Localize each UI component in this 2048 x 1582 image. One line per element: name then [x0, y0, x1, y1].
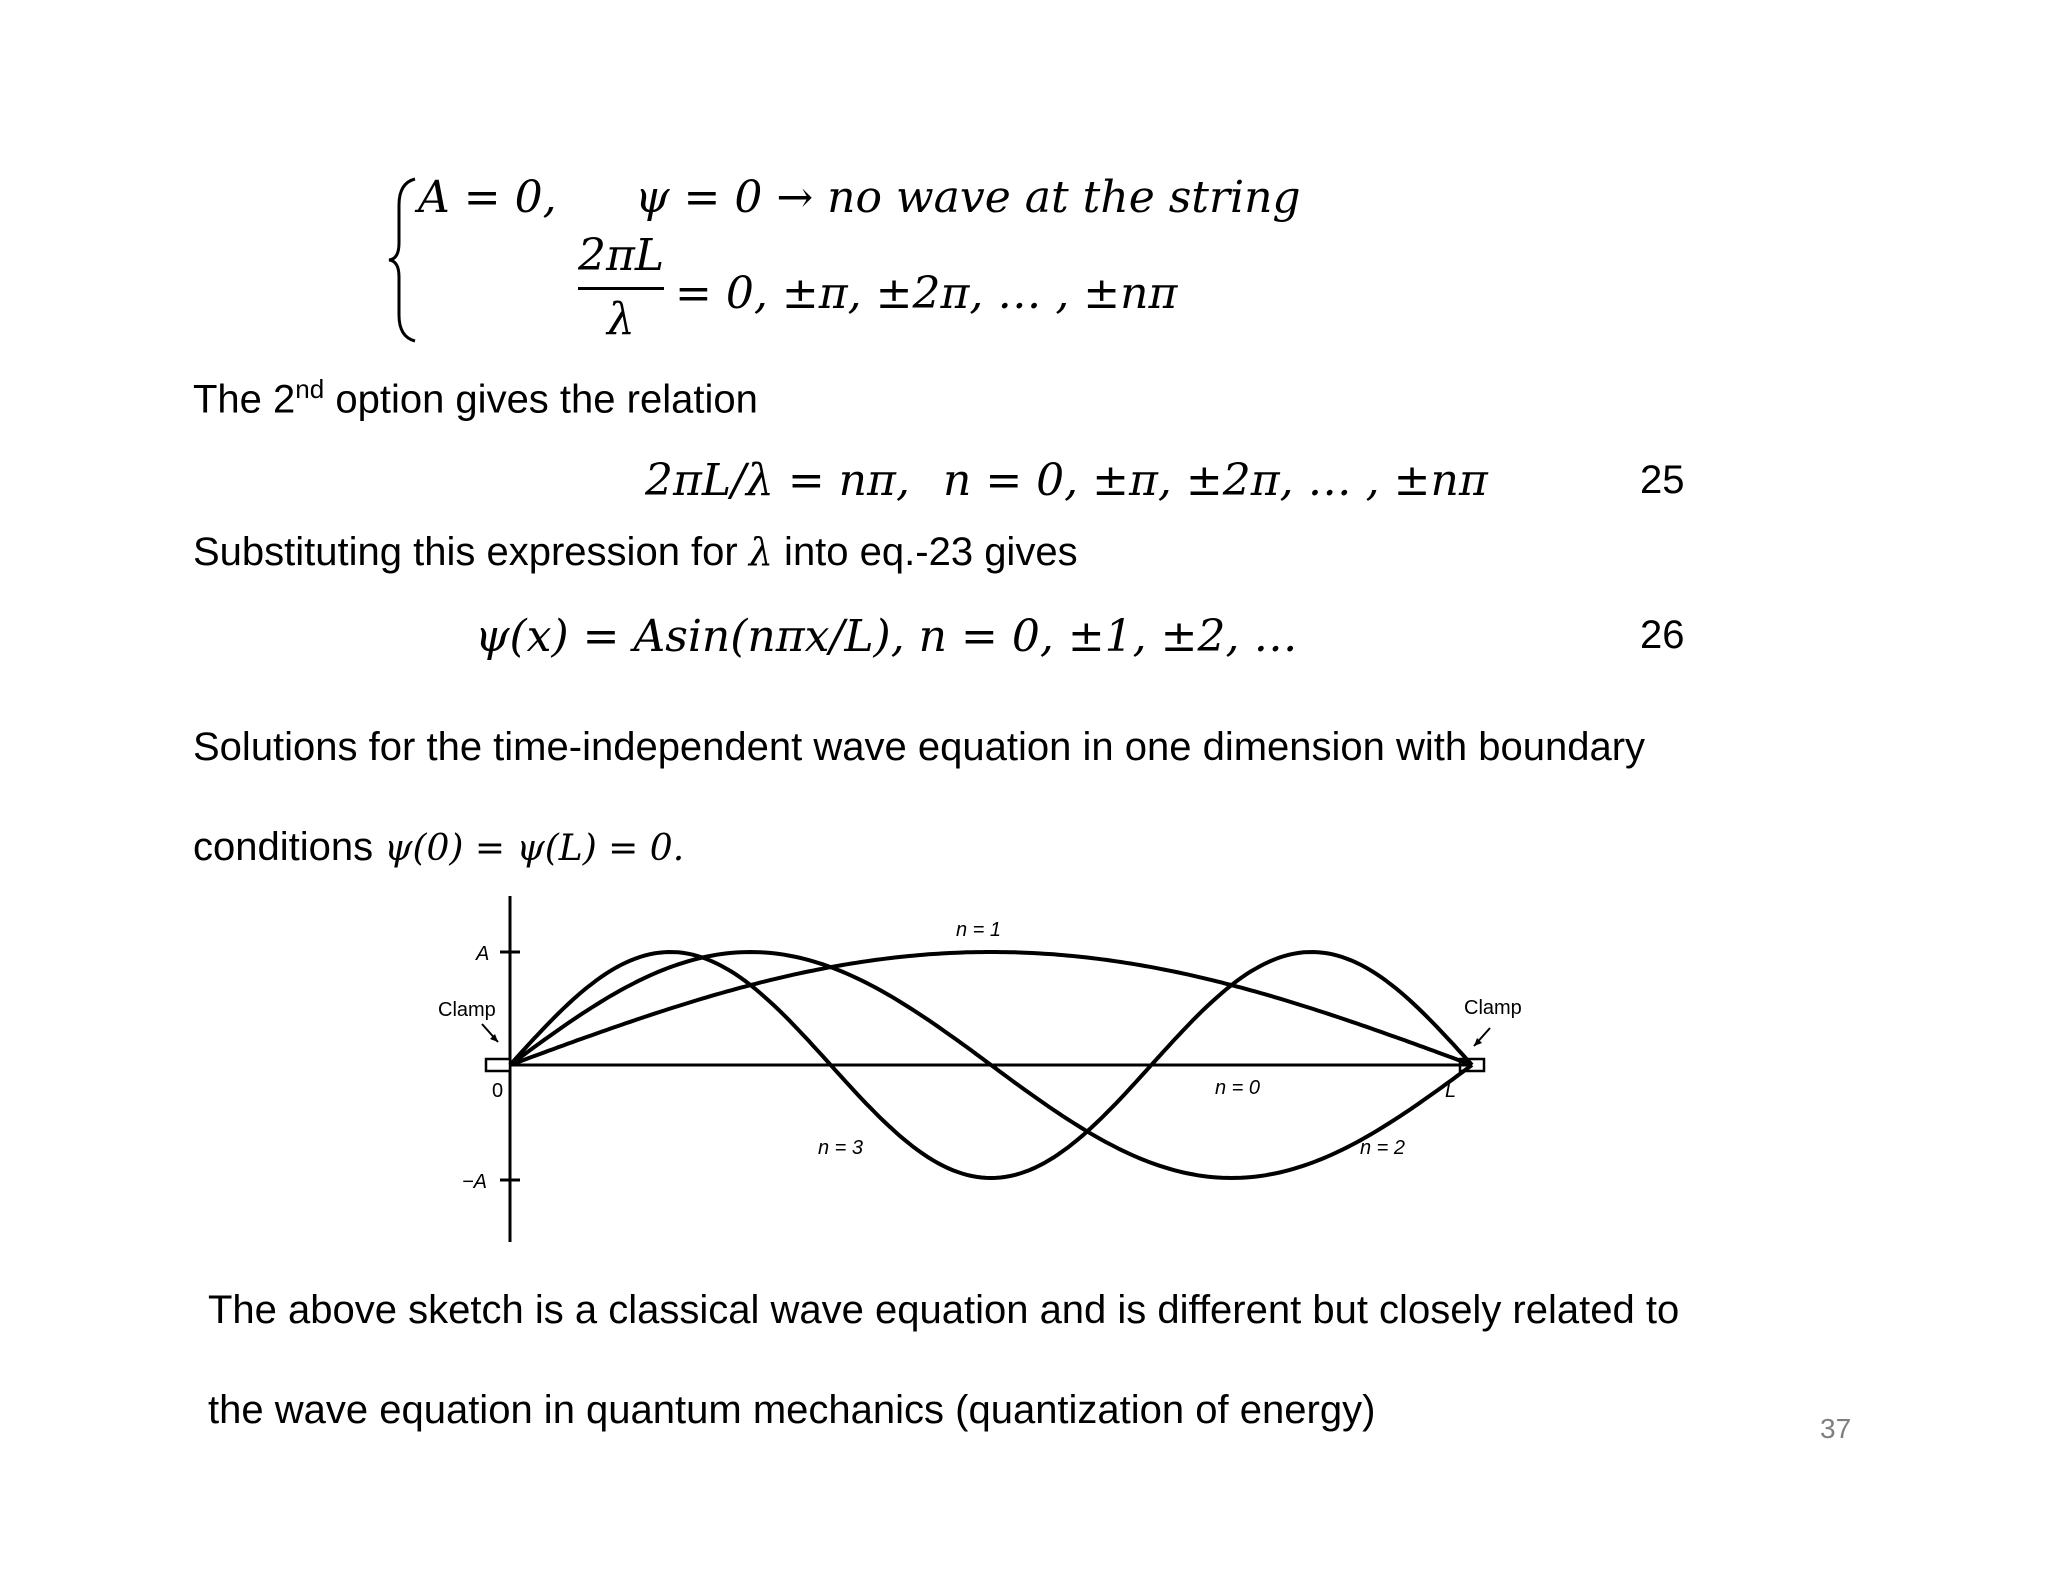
case-row1-rhs: ψ = 0 → no wave at the string: [635, 172, 1301, 223]
closing-line1: The above sketch is a classical wave equation and is different but closely related to: [208, 1288, 1680, 1332]
fraction-numerator: 2πL: [578, 230, 665, 281]
label-L: L: [1445, 1080, 1457, 1102]
label-negA: −A: [462, 1171, 488, 1193]
clamp-left-block: [486, 1059, 510, 1071]
eq25-number: 25: [1640, 458, 1685, 502]
relation-intro-pre: The 2: [193, 377, 296, 422]
substitution-pre: Substituting this expression for: [193, 530, 749, 574]
relation-intro: [193, 374, 758, 422]
fraction-2piL-over-lambda: [578, 230, 664, 345]
mode-curve-n1: [510, 952, 1472, 1065]
case-row2-rhs: = 0, ±π, ±2π, … , ±nπ: [675, 268, 1178, 319]
label-n2: n = 2: [1360, 1137, 1406, 1159]
slide-number: 37: [1820, 1413, 1852, 1444]
eq26-number: 26: [1640, 613, 1685, 657]
eq25-rhs: n = 0, ±π, ±2π, … , ±nπ: [943, 455, 1488, 506]
substitution-text: [193, 530, 1078, 575]
label-n1: n = 1: [956, 919, 1002, 941]
relation-intro-post: option gives the relation: [324, 377, 758, 422]
eq26-expression: ψ(x) = Asin(nπx/L), n = 0, ±1, ±2, …: [475, 611, 1298, 662]
eq25-lhs: 2πL/λ = nπ,: [645, 455, 910, 506]
solutions-line1: Solutions for the time-independent wave equation in one dimension with boundary: [193, 725, 1646, 769]
lambda-symbol: λ: [748, 530, 773, 574]
label-zero: 0: [492, 1080, 504, 1102]
label-clamp-right: Clamp: [1464, 997, 1522, 1019]
solutions-line2: [193, 825, 684, 870]
label-clamp-left: Clamp: [438, 999, 496, 1021]
relation-intro-sup: nd: [295, 374, 325, 404]
substitution-post: into eq.-23 gives: [772, 530, 1078, 574]
fraction-bar: [578, 287, 664, 290]
solutions-line2-text: conditions: [193, 825, 385, 869]
standing-wave-figure: [420, 890, 1560, 1260]
label-n0: n = 0: [1215, 1077, 1261, 1099]
closing-line2: the wave equation in quantum mechanics (quantization of energy): [208, 1388, 1376, 1432]
boundary-conditions: ψ(0) = ψ(L) = 0.: [384, 828, 685, 869]
mode-curves: [510, 952, 1472, 1178]
label-A: A: [476, 943, 490, 965]
fraction-denominator: λ: [607, 294, 635, 345]
label-n3: n = 3: [818, 1137, 864, 1159]
case-row1-lhs: A = 0,: [418, 172, 557, 223]
